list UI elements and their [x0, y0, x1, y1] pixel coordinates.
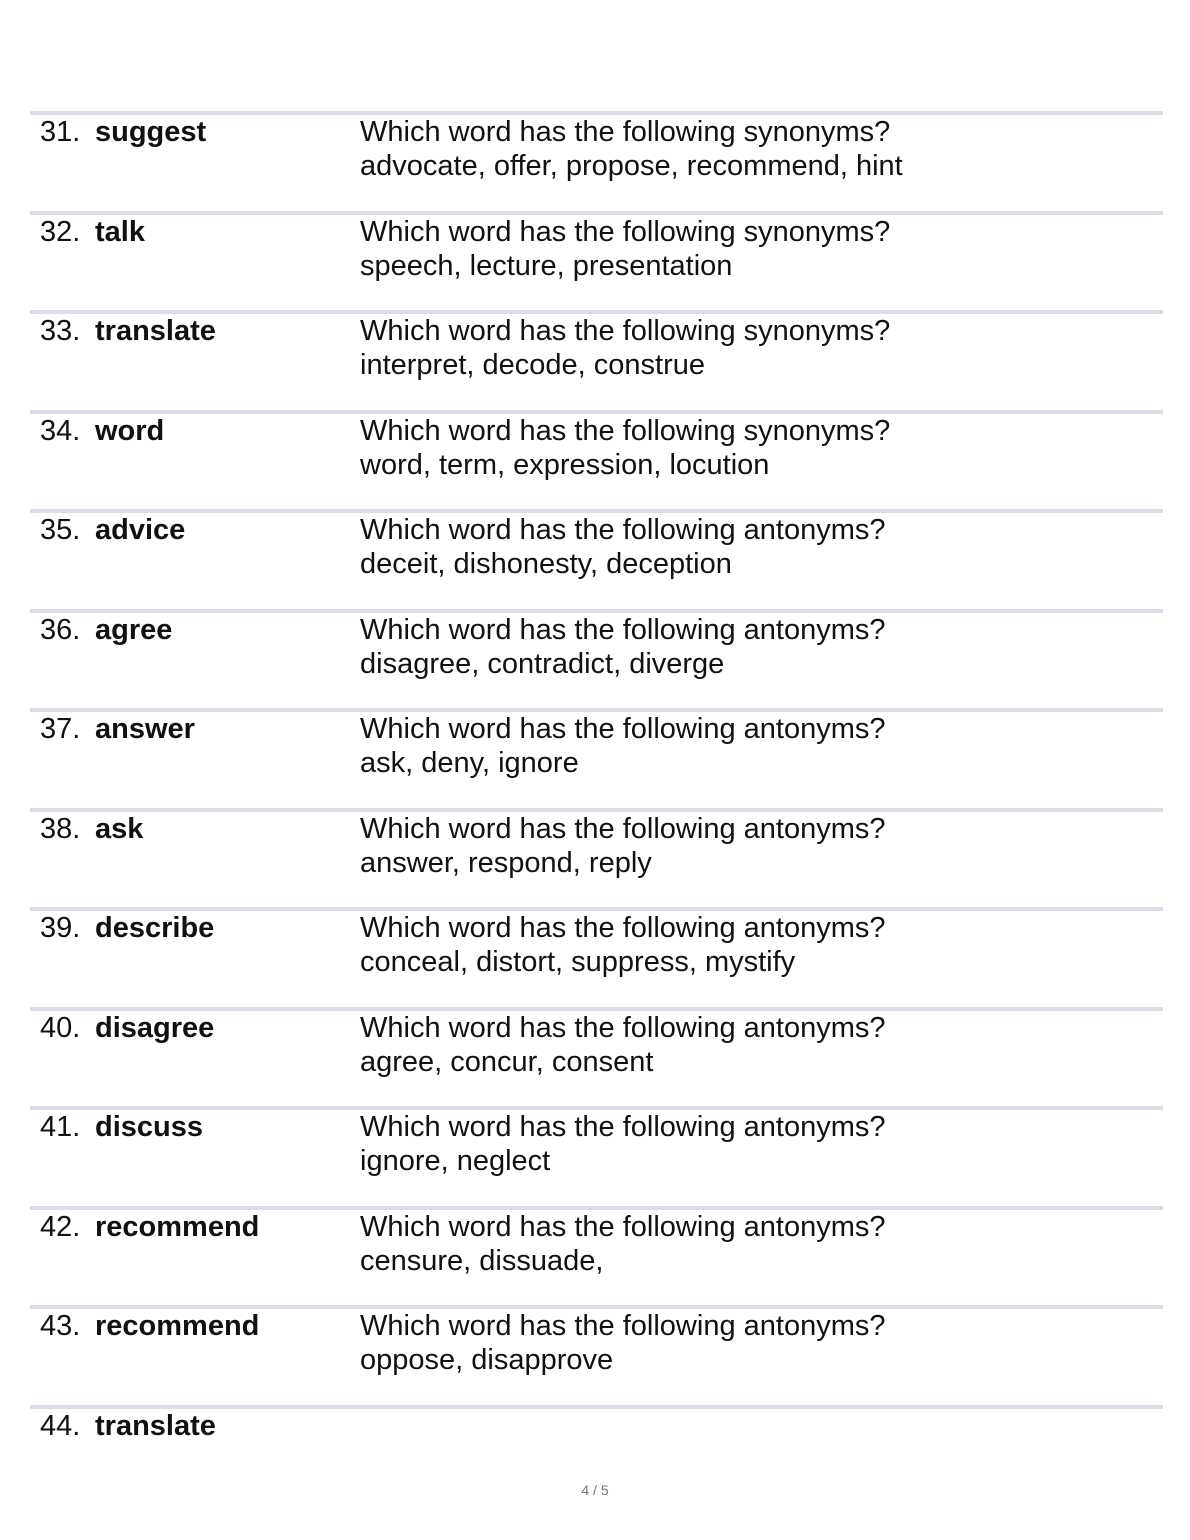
item-question	[360, 115, 903, 183]
item-number: 34.	[40, 414, 81, 447]
item-number: 33.	[40, 315, 81, 347]
question-options: advocate, offer, propose, recommend, hint	[360, 150, 903, 182]
list-item	[30, 1206, 1163, 1306]
item-word: advice	[95, 514, 186, 546]
item-number: 44.	[40, 1409, 81, 1442]
question-options: ask, deny, ignore	[360, 747, 579, 779]
item-number: 35.	[40, 514, 81, 546]
question-options: interpret, decode, construe	[360, 349, 705, 381]
list-item	[30, 808, 1163, 908]
item-number: 42.	[40, 1210, 81, 1243]
question-options: censure, dissuade,	[360, 1244, 604, 1277]
list-item	[30, 211, 1163, 311]
question-options: deceit, dishonesty, deception	[360, 548, 732, 580]
item-number: 39.	[40, 912, 81, 944]
item-question	[360, 1309, 885, 1377]
item-question	[360, 314, 890, 382]
list-item	[30, 310, 1163, 410]
item-number: 43.	[40, 1310, 81, 1342]
item-number: 38.	[40, 812, 81, 845]
question-text: Which word has the following antonyms?	[360, 912, 886, 944]
question-options: speech, lecture, presentation	[360, 249, 733, 282]
item-number: 37.	[40, 713, 81, 745]
item-question	[360, 1210, 885, 1278]
question-text: Which word has the following antonyms?	[360, 1011, 886, 1044]
question-text: Which word has the following synonyms?	[360, 315, 891, 347]
question-text: Which word has the following synonyms?	[360, 116, 891, 148]
question-options: word, term, expression, locution	[360, 448, 770, 481]
item-question	[360, 911, 885, 979]
item-question	[360, 1011, 885, 1079]
item-word: recommend	[95, 1310, 260, 1342]
item-question	[360, 1110, 885, 1178]
item-question	[360, 812, 885, 880]
question-options: disagree, contradict, diverge	[360, 647, 725, 680]
list-item	[30, 111, 1163, 211]
item-word: suggest	[95, 116, 207, 148]
question-options: ignore, neglect	[360, 1145, 551, 1177]
question-text: Which word has the following synonyms?	[360, 414, 891, 447]
question-text: Which word has the following antonyms?	[360, 1111, 886, 1143]
list-item	[30, 708, 1163, 808]
item-question	[360, 215, 890, 283]
page-number: 4 / 5	[581, 1482, 609, 1498]
list-item	[30, 609, 1163, 709]
list-item	[30, 410, 1163, 510]
item-question	[360, 513, 885, 581]
item-word: translate	[95, 315, 216, 347]
item-word: disagree	[95, 1011, 215, 1044]
item-question	[360, 613, 885, 681]
item-word: recommend	[95, 1210, 260, 1243]
question-options: conceal, distort, suppress, mystify	[360, 946, 796, 978]
item-word: talk	[95, 215, 145, 248]
question-options: agree, concur, consent	[360, 1045, 654, 1078]
item-question	[360, 414, 890, 482]
item-word: translate	[95, 1409, 216, 1442]
item-number: 40.	[40, 1011, 81, 1044]
question-text: Which word has the following antonyms?	[360, 1310, 886, 1342]
item-number: 31.	[40, 116, 81, 148]
list-item	[30, 907, 1163, 1007]
item-word: word	[95, 414, 165, 447]
question-text: Which word has the following antonyms?	[360, 514, 886, 546]
question-options: oppose, disapprove	[360, 1344, 614, 1376]
vocabulary-list	[30, 111, 1163, 1504]
list-item	[30, 509, 1163, 609]
item-word: agree	[95, 613, 173, 646]
question-options: answer, respond, reply	[360, 846, 652, 879]
item-question	[360, 712, 885, 780]
list-item	[30, 1106, 1163, 1206]
list-item	[30, 1007, 1163, 1107]
question-text: Which word has the following synonyms?	[360, 215, 891, 248]
item-number: 41.	[40, 1111, 81, 1143]
item-word: discuss	[95, 1111, 203, 1143]
question-text: Which word has the following antonyms?	[360, 812, 886, 845]
item-word: ask	[95, 812, 144, 845]
question-text: Which word has the following antonyms?	[360, 713, 886, 745]
question-text: Which word has the following antonyms?	[360, 613, 886, 646]
item-word: answer	[95, 713, 195, 745]
item-number: 32.	[40, 215, 81, 248]
item-number: 36.	[40, 613, 81, 646]
question-text: Which word has the following antonyms?	[360, 1210, 886, 1243]
list-item	[30, 1305, 1163, 1405]
item-word: describe	[95, 912, 215, 944]
